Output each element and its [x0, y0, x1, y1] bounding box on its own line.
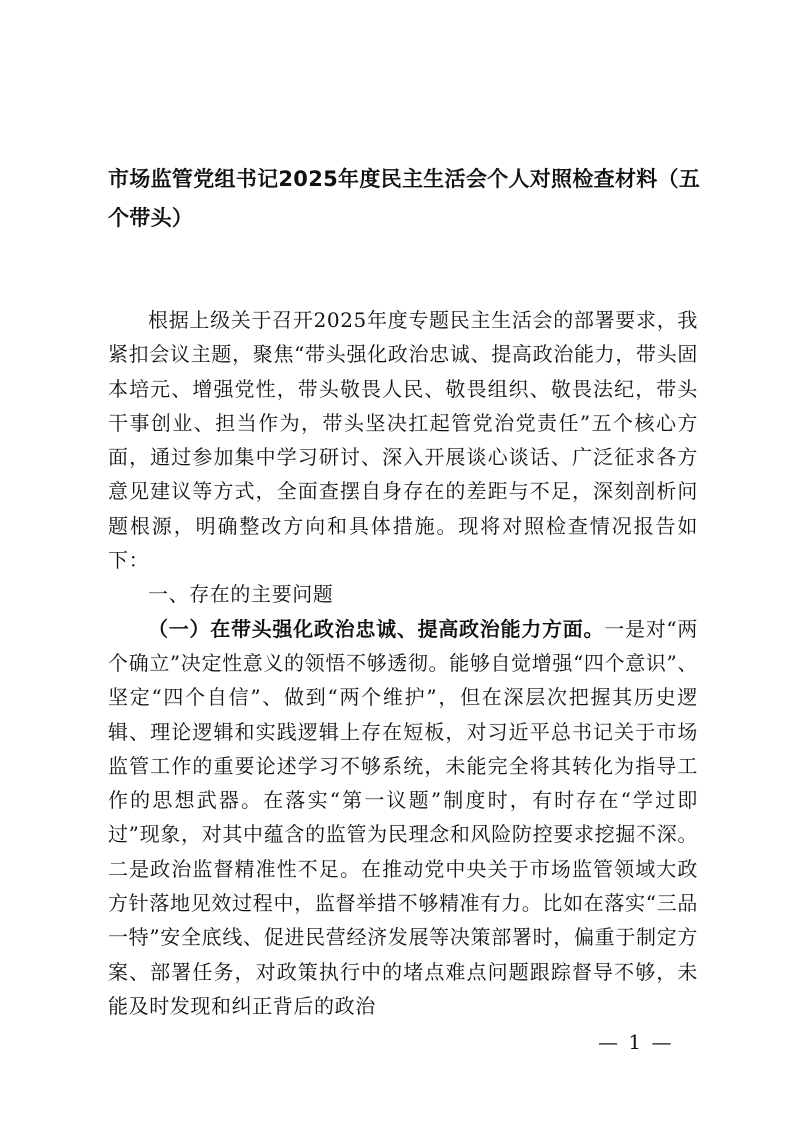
subsection-body: 一是对“两个确立”决定性意义的领悟不够透彻。能够自觉增强“四个意识”、坚定“四个自信”、做到“两个维护”，但在深层次把握其历史逻辑、理论逻辑和实践逻辑上存在短板，对习近平总书记关于市场监管工作的重要论述学习不够系统，未能完全将其转化为指导工作的思想武器。在落实“第一议题”制度时，有时存在“学过即过”现象，对其中蕴含的监管为民理念和风险防控要求挖掘不深。二是政治监督精准性不足。在推动党中央关于市场监管领域大政方针落地见效过程中，监督举措不够精准有力。比如在落实“三品一特”安全底线、促进民营经济发展等决策部署时，偏重于制定方案、部署任务，对政策执行中的堵点难点问题跟踪督导不够，未能及时发现和纠正背后的政治 — [108, 616, 698, 1018]
document-title: 市场监管党组书记2025年度民主生活会个人对照检查材料（五个带头） — [108, 167, 701, 230]
section-heading: 一、存在的主要问题 — [148, 582, 334, 607]
intro-paragraph: 根据上级关于召开2025年度专题民主生活会的部署要求，我紧扣会议主题，聚焦“带头强化政治忠诚、提高政治能力，带头固本培元、增强党性，带头敬畏人民、敬畏组织、敬畏法纪，带头干事创业、担当作为，带头坚决扛起管党治党责任”五个核心方面，通过参加集中学习研讨、深入开展谈心谈话、广泛征求各方意见建议等方式，全面查摆自身存在的差距与不足，深刻剖析问题根源，明确整改方向和具体措施。现将对照检查情况报告如下： — [108, 308, 698, 573]
page-number: — 1 — — [598, 1030, 674, 1054]
document-body — [108, 303, 698, 1023]
subsection-heading: （一）在带头强化政治忠诚、提高政治能力方面。 — [148, 616, 605, 641]
subsection-paragraph — [108, 612, 698, 1024]
